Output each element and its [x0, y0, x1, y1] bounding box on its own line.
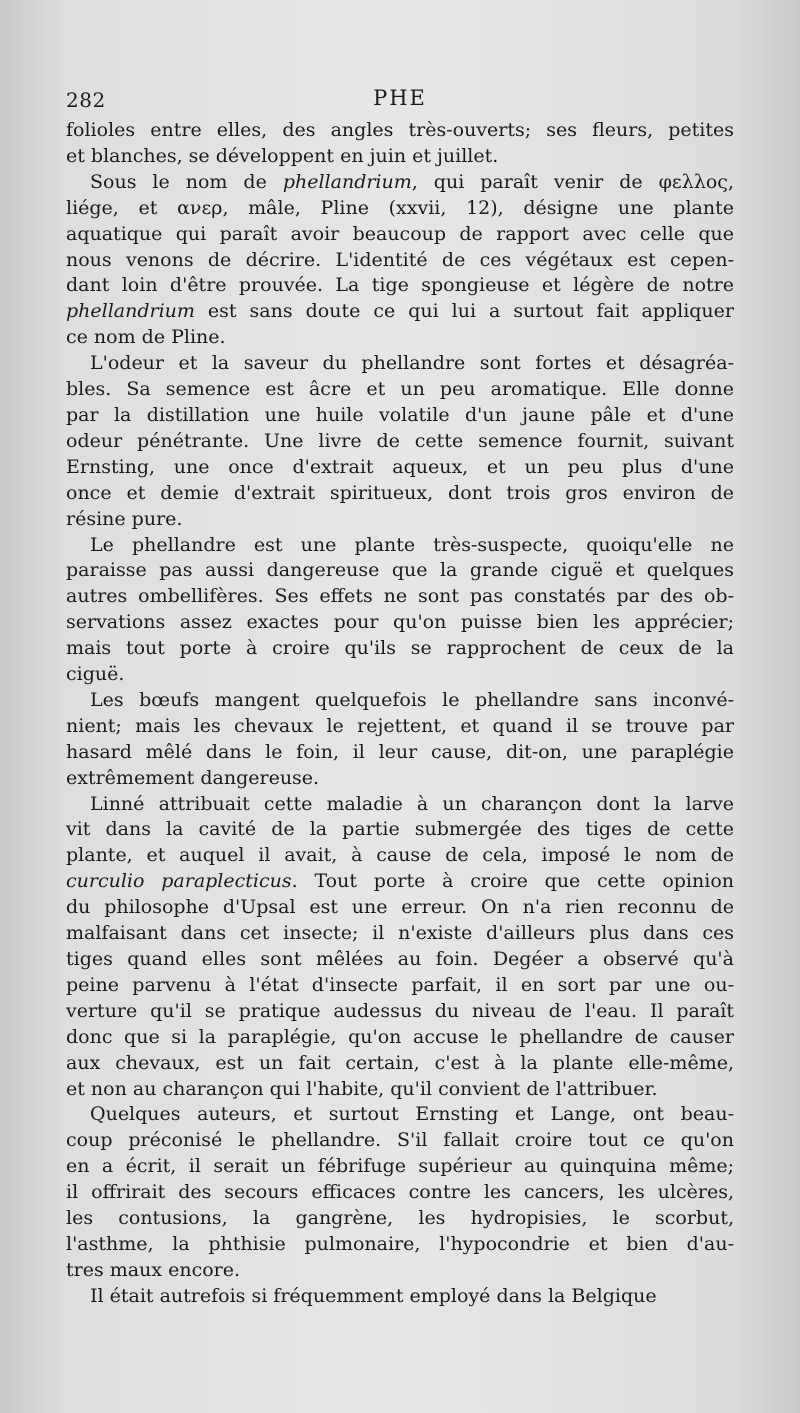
- text-line: ciguë.: [66, 663, 125, 686]
- text-line: curculio paraplecticus. Tout porte à croire que cette opinion: [66, 870, 734, 893]
- text-line: extrêmement dangereuse.: [66, 766, 320, 789]
- text-line: Les bœufs mangent quelquefois le phellandre sans inconvé-: [90, 688, 734, 711]
- text-line: Le phellandre est une plante très-suspecte, quoiqu'elle ne: [90, 533, 734, 556]
- text-line: liége, et ανερ, mâle, Pline (xxvii, 12), désigne une plante: [66, 196, 734, 219]
- text-line: les contusions, la gangrène, les hydropisies, le scorbut,: [66, 1207, 734, 1230]
- text-line: tres maux encore.: [66, 1258, 241, 1281]
- text-line: donc que si la paraplégie, qu'on accuse le phellandre de causer: [66, 1025, 734, 1048]
- text-line: Linné attribuait cette maladie à un charançon dont la larve: [90, 792, 734, 815]
- text-line: l'asthme, la phthisie pulmonaire, l'hypocondrie et bien d'au-: [66, 1232, 734, 1255]
- text-line: par la distillation une huile volatile d'un jaune pâle et d'une: [66, 403, 734, 426]
- text-line: tiges quand elles sont mêlées au foin. Degéer a observé qu'à: [66, 948, 734, 970]
- text-line: once et demie d'extrait spiritueux, dont trois gros environ de: [66, 481, 734, 504]
- text-line: paraisse pas aussi dangereuse que la grande ciguë et quelques: [66, 559, 734, 582]
- text-line: malfaisant dans cet insecte; il n'existe d'ailleurs plus dans ces: [66, 922, 734, 945]
- body-text: [66, 118, 734, 1310]
- text-line: folioles entre elles, des angles très-ouverts; ses fleurs, petites: [66, 119, 734, 141]
- text-line: bles. Sa semence est âcre et un peu aromatique. Elle donne: [66, 378, 734, 401]
- text-line: servations assez exactes pour qu'on puisse bien les apprécier;: [66, 611, 734, 634]
- text-line: mais tout porte à croire qu'ils se rapprochent de ceux de la: [66, 637, 734, 660]
- text-line: Quelques auteurs, et surtout Ernsting et Lange, ont beau-: [90, 1103, 734, 1126]
- text-line: résine pure.: [66, 507, 183, 530]
- text-line: il offrirait des secours efficaces contre les cancers, les ulcères,: [66, 1181, 734, 1204]
- text-line: hasard mêlé dans le foin, il leur cause, dit-on, une paraplégie: [66, 740, 734, 763]
- text-line: verture qu'il se pratique audessus du niveau de l'eau. Il paraît: [66, 999, 734, 1022]
- text-line: nous venons de décrire. L'identité de ces végétaux est cepen-: [66, 248, 734, 271]
- text-line: et blanches, se développent en juin et juillet.: [66, 144, 499, 167]
- text-line: vit dans la cavité de la partie submergée des tiges de cette: [66, 818, 734, 841]
- text-line: plante, et auquel il avait, à cause de cela, imposé le nom de: [66, 844, 734, 867]
- text-line: odeur pénétrante. Une livre de cette semence fournit, suivant: [66, 429, 734, 452]
- text-line: Sous le nom de phellandrium, qui paraît venir de φελλος,: [90, 170, 734, 193]
- text-line: autres ombellifères. Ses effets ne sont pas constatés par des ob-: [66, 585, 734, 608]
- text-line: coup préconisé le phellandre. S'il fallait croire tout ce qu'on: [66, 1129, 734, 1152]
- text-line: en a écrit, il serait un fébrifuge supérieur au quinquina même;: [66, 1155, 734, 1178]
- text-line: peine parvenu à l'état d'insecte parfait, il en sort par une ou-: [66, 973, 734, 996]
- text-line: Ernsting, une once d'extrait aqueux, et un peu plus d'une: [66, 455, 734, 478]
- text-line: dant loin d'être prouvée. La tige spongieuse et légère de notre: [66, 274, 734, 297]
- running-head: PHE: [373, 86, 427, 110]
- text-line: aux chevaux, est un fait certain, c'est à la plante elle-même,: [66, 1051, 734, 1074]
- text-line: nient; mais les chevaux le rejettent, et quand il se trouve par: [66, 714, 734, 737]
- page-number: 282: [66, 88, 106, 112]
- page-header: [66, 86, 734, 116]
- text-line: ce nom de Pline.: [66, 326, 226, 349]
- text-line: L'odeur et la saveur du phellandre sont fortes et désagréa-: [90, 352, 734, 375]
- text-line: phellandrium est sans doute ce qui lui a surtout fait appliquer: [66, 300, 734, 323]
- text-line: et non au charançon qui l'habite, qu'il convient de l'attribuer.: [66, 1077, 658, 1100]
- text-line: aquatique qui paraît avoir beaucoup de rapport avec celle que: [66, 222, 734, 245]
- text-line: Il était autrefois si fréquemment employé dans la Belgique: [90, 1284, 657, 1307]
- text-line: du philosophe d'Upsal est une erreur. On n'a rien reconnu de: [66, 896, 734, 919]
